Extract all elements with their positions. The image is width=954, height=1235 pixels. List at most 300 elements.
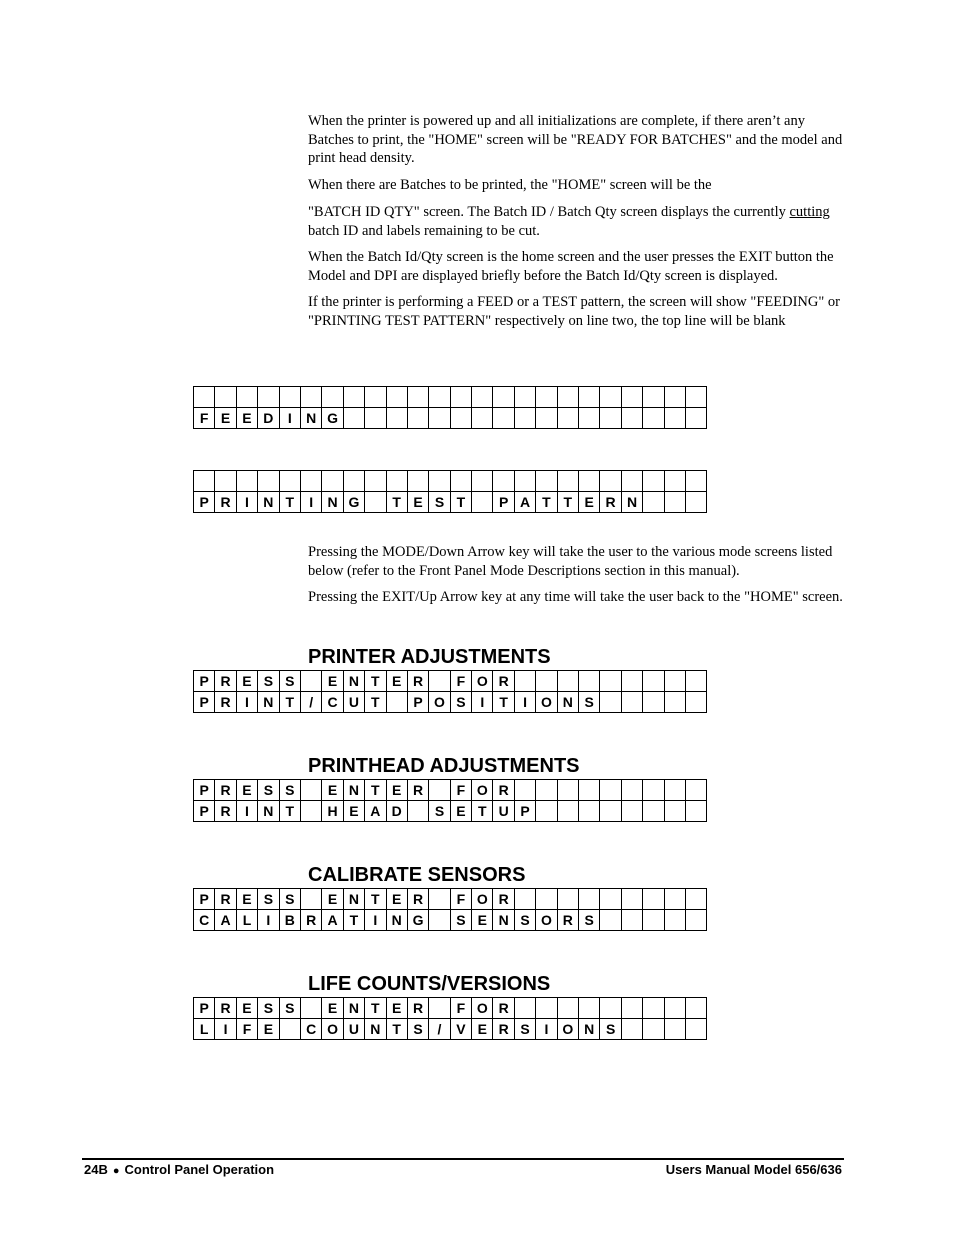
intro-paragraph-1: When the printer is powered up and all initializations are complete, if there aren’t any Batches to print, the "HOME" screen will be "READY FOR BATCHES" and the model and print head density. [308, 113, 843, 166]
display-printhead-adjustments [193, 779, 707, 822]
display-cell [557, 889, 578, 910]
display-cell: U [343, 692, 364, 713]
intro-text [308, 112, 848, 330]
display-cell [236, 471, 257, 492]
page-number: 24B [84, 1162, 108, 1177]
display-cell: T [493, 692, 514, 713]
display-cell [279, 387, 300, 408]
display-cell [621, 780, 642, 801]
display-cell [664, 998, 685, 1019]
display-cell [579, 408, 600, 429]
display-cell: T [365, 671, 386, 692]
display-row [194, 889, 707, 910]
heading-printer-adjustments: PRINTER ADJUSTMENTS [308, 646, 551, 668]
display-cell: / [300, 692, 321, 713]
display-cell: O [472, 998, 493, 1019]
display-cell [194, 471, 215, 492]
display-cell [685, 998, 706, 1019]
display-cell: S [450, 910, 471, 931]
display-cell [621, 408, 642, 429]
display-cell [621, 801, 642, 822]
display-cell: E [386, 671, 407, 692]
display-cell: O [472, 889, 493, 910]
display-cell: P [407, 692, 428, 713]
display-cell: P [514, 801, 535, 822]
display-cell [685, 889, 706, 910]
display-cell: E [386, 889, 407, 910]
display-cell [279, 471, 300, 492]
display-cell [429, 780, 450, 801]
display-cell: S [514, 910, 535, 931]
cutting-underlined: cutting [789, 204, 830, 220]
display-cell: H [322, 801, 343, 822]
display-cell: R [493, 1019, 514, 1040]
display-cell: O [536, 692, 557, 713]
display-cell: F [236, 1019, 257, 1040]
display-cell [472, 387, 493, 408]
display-cell: T [472, 801, 493, 822]
display-cell [343, 387, 364, 408]
display-cell [536, 408, 557, 429]
display-cell [643, 1019, 664, 1040]
display-cell: G [407, 910, 428, 931]
display-cell: S [279, 889, 300, 910]
display-cell: P [194, 692, 215, 713]
display-feeding [193, 386, 707, 429]
display-cell: L [194, 1019, 215, 1040]
display-cell: N [579, 1019, 600, 1040]
display-row [194, 780, 707, 801]
display-cell: I [236, 692, 257, 713]
footer-left [84, 1162, 274, 1179]
display-cell: S [258, 889, 279, 910]
display-cell: T [343, 910, 364, 931]
display-cell [685, 692, 706, 713]
display-cell [600, 910, 621, 931]
display-cell [685, 780, 706, 801]
display-cell: S [279, 671, 300, 692]
nav-paragraph-1: Pressing the MODE/Down Arrow key will take the user to the various mode screens listed below (refer to the Front Panel Mode Descriptions section in this manual). [308, 544, 833, 579]
display-cell: R [557, 910, 578, 931]
display-cell [579, 471, 600, 492]
display-cell: T [279, 692, 300, 713]
intro-paragraph-3-end: batch ID and labels remaining to be cut. [308, 222, 540, 239]
display-cell [621, 889, 642, 910]
display-cell [429, 889, 450, 910]
display-cell [493, 408, 514, 429]
display-cell [258, 387, 279, 408]
intro-paragraph-3-start: "BATCH ID QTY" screen. The Batch ID / Batch Qty screen displays the currently [308, 204, 790, 220]
display-cell: R [407, 889, 428, 910]
display-test-pattern [193, 470, 707, 513]
display-cell [472, 471, 493, 492]
display-cell: P [194, 801, 215, 822]
intro-paragraph-4: When the Batch Id/Qty screen is the home screen and the user presses the EXIT button the Model and DPI are displayed briefly before the Batch Id/Qty screen is displayed. [308, 249, 834, 284]
display-cell [664, 889, 685, 910]
display-cell [643, 910, 664, 931]
display-cell [685, 671, 706, 692]
display-cell: I [472, 692, 493, 713]
display-cell [664, 692, 685, 713]
display-cell: F [450, 998, 471, 1019]
display-cell: R [215, 801, 236, 822]
display-cell [600, 387, 621, 408]
display-cell [621, 998, 642, 1019]
display-cell [472, 492, 493, 513]
display-cell: U [493, 801, 514, 822]
display-cell [600, 408, 621, 429]
display-cell [685, 910, 706, 931]
display-cell: E [579, 492, 600, 513]
display-cell: P [194, 492, 215, 513]
display-cell: S [429, 801, 450, 822]
display-cell: F [450, 780, 471, 801]
display-cell [300, 780, 321, 801]
display-cell [579, 387, 600, 408]
display-cell: T [365, 692, 386, 713]
display-cell [600, 692, 621, 713]
display-cell: T [557, 492, 578, 513]
display-cell [300, 998, 321, 1019]
display-cell: O [322, 1019, 343, 1040]
display-cell: N [343, 671, 364, 692]
display-cell: R [407, 780, 428, 801]
display-cell: I [365, 910, 386, 931]
display-cell [579, 998, 600, 1019]
display-cell: E [236, 780, 257, 801]
display-cell: I [236, 492, 257, 513]
display-cell [450, 471, 471, 492]
display-cell: O [536, 910, 557, 931]
display-cell [322, 387, 343, 408]
display-cell: S [258, 998, 279, 1019]
display-cell [579, 671, 600, 692]
display-cell: R [493, 889, 514, 910]
display-row [194, 471, 707, 492]
display-cell [579, 801, 600, 822]
display-cell: N [493, 910, 514, 931]
display-cell [514, 408, 535, 429]
display-cell [557, 780, 578, 801]
display-cell: I [236, 801, 257, 822]
display-cell [685, 471, 706, 492]
display-cell: E [258, 1019, 279, 1040]
display-cell: I [300, 492, 321, 513]
display-cell [600, 889, 621, 910]
display-cell [536, 780, 557, 801]
display-cell: A [514, 492, 535, 513]
display-cell: P [194, 780, 215, 801]
display-cell [386, 471, 407, 492]
display-cell: E [322, 998, 343, 1019]
display-printer-adjustments [193, 670, 707, 713]
display-cell: A [322, 910, 343, 931]
display-cell: N [621, 492, 642, 513]
footer-rule [82, 1158, 844, 1160]
display-cell [514, 471, 535, 492]
display-cell: T [365, 998, 386, 1019]
display-cell: P [493, 492, 514, 513]
heading-life-counts: LIFE COUNTS/VERSIONS [308, 973, 551, 995]
display-cell: R [215, 780, 236, 801]
display-row [194, 492, 707, 513]
display-cell [621, 1019, 642, 1040]
display-cell: R [215, 889, 236, 910]
display-cell: E [472, 910, 493, 931]
display-cell [429, 671, 450, 692]
display-cell [600, 671, 621, 692]
navigation-text [308, 543, 848, 607]
display-cell: P [194, 889, 215, 910]
display-cell [300, 801, 321, 822]
display-cell [365, 471, 386, 492]
display-cell: O [472, 671, 493, 692]
display-cell: E [322, 889, 343, 910]
display-cell: E [215, 408, 236, 429]
display-cell: N [258, 692, 279, 713]
display-cell: / [429, 1019, 450, 1040]
display-cell: E [322, 671, 343, 692]
display-cell [579, 889, 600, 910]
display-cell: T [386, 492, 407, 513]
display-cell [643, 692, 664, 713]
display-cell: C [300, 1019, 321, 1040]
display-cell [300, 471, 321, 492]
display-cell: I [536, 1019, 557, 1040]
display-cell [514, 671, 535, 692]
display-cell [579, 780, 600, 801]
display-cell: S [514, 1019, 535, 1040]
display-cell: L [236, 910, 257, 931]
display-cell: N [258, 801, 279, 822]
display-cell: E [407, 492, 428, 513]
display-cell [536, 471, 557, 492]
display-cell: S [429, 492, 450, 513]
display-cell [493, 387, 514, 408]
heading-printhead-adjustments: PRINTHEAD ADJUSTMENTS [308, 755, 580, 777]
display-cell [621, 387, 642, 408]
display-row [194, 1019, 707, 1040]
display-cell: R [407, 671, 428, 692]
display-cell [664, 671, 685, 692]
bullet-separator: ● [112, 1165, 120, 1177]
display-cell [557, 408, 578, 429]
display-cell [643, 780, 664, 801]
display-cell [514, 387, 535, 408]
display-row [194, 998, 707, 1019]
display-cell: S [279, 780, 300, 801]
display-cell [365, 492, 386, 513]
display-row [194, 801, 707, 822]
intro-paragraph-5: If the printer is performing a FEED or a TEST pattern, the screen will show "FEEDING" or "PRINTING TEST PATTERN" respectively on line two, the top line will be blank [308, 294, 840, 329]
display-cell [621, 471, 642, 492]
display-cell [493, 471, 514, 492]
display-cell: P [194, 671, 215, 692]
footer-right: Users Manual Model 656/636 [665, 1162, 842, 1177]
display-cell: S [258, 780, 279, 801]
display-cell: R [493, 998, 514, 1019]
display-cell [643, 408, 664, 429]
display-cell [429, 998, 450, 1019]
display-cell: R [600, 492, 621, 513]
display-cell: N [386, 910, 407, 931]
display-row [194, 910, 707, 931]
display-cell [429, 387, 450, 408]
display-cell: T [365, 780, 386, 801]
display-cell [600, 471, 621, 492]
display-cell [300, 889, 321, 910]
nav-paragraph-2: Pressing the EXIT/Up Arrow key at any time will take the user back to the "HOME" screen. [308, 589, 843, 605]
display-cell: N [258, 492, 279, 513]
display-cell: A [215, 910, 236, 931]
display-cell: N [343, 780, 364, 801]
display-cell [322, 471, 343, 492]
display-cell [621, 671, 642, 692]
display-cell: N [322, 492, 343, 513]
display-cell [365, 387, 386, 408]
display-cell [386, 692, 407, 713]
display-cell: T [450, 492, 471, 513]
display-cell [664, 801, 685, 822]
display-cell: R [215, 671, 236, 692]
display-cell: S [600, 1019, 621, 1040]
display-cell [664, 910, 685, 931]
display-cell [536, 671, 557, 692]
display-cell [407, 408, 428, 429]
display-cell: I [514, 692, 535, 713]
display-cell: S [450, 692, 471, 713]
display-row [194, 692, 707, 713]
display-cell [600, 801, 621, 822]
display-cell [664, 1019, 685, 1040]
display-cell [300, 387, 321, 408]
display-cell: R [407, 998, 428, 1019]
display-cell [557, 998, 578, 1019]
display-cell: E [386, 998, 407, 1019]
display-cell: D [386, 801, 407, 822]
display-cell: I [215, 1019, 236, 1040]
display-cell: N [365, 1019, 386, 1040]
section-title: Control Panel Operation [124, 1162, 275, 1177]
display-cell: R [215, 692, 236, 713]
display-cell [365, 408, 386, 429]
display-cell [621, 910, 642, 931]
display-cell: O [557, 1019, 578, 1040]
display-cell [407, 801, 428, 822]
display-cell [557, 801, 578, 822]
display-cell: N [557, 692, 578, 713]
display-cell: E [236, 671, 257, 692]
display-cell: T [279, 801, 300, 822]
display-cell: E [472, 1019, 493, 1040]
display-cell [643, 801, 664, 822]
display-cell [386, 408, 407, 429]
display-cell [536, 801, 557, 822]
display-cell [279, 1019, 300, 1040]
intro-paragraph-3 [308, 203, 848, 240]
display-cell: E [236, 998, 257, 1019]
display-cell: O [429, 692, 450, 713]
display-cell: O [472, 780, 493, 801]
display-cell [429, 471, 450, 492]
display-cell [600, 780, 621, 801]
display-cell [643, 671, 664, 692]
display-cell: R [493, 780, 514, 801]
display-cell [621, 692, 642, 713]
display-cell [514, 780, 535, 801]
display-cell: R [215, 998, 236, 1019]
display-cell: R [300, 910, 321, 931]
display-cell [536, 387, 557, 408]
display-cell [643, 492, 664, 513]
display-cell [664, 780, 685, 801]
display-cell [236, 387, 257, 408]
display-cell [450, 408, 471, 429]
display-cell: V [450, 1019, 471, 1040]
display-cell: I [279, 408, 300, 429]
display-cell: R [493, 671, 514, 692]
display-cell [685, 492, 706, 513]
display-cell [643, 998, 664, 1019]
display-calibrate-sensors [193, 888, 707, 931]
display-cell [643, 889, 664, 910]
display-cell: D [258, 408, 279, 429]
display-cell: N [300, 408, 321, 429]
display-row [194, 387, 707, 408]
display-cell [429, 408, 450, 429]
display-cell [557, 671, 578, 692]
display-cell: E [236, 408, 257, 429]
display-cell [343, 408, 364, 429]
display-row [194, 408, 707, 429]
display-row [194, 671, 707, 692]
display-cell [536, 889, 557, 910]
display-cell: S [407, 1019, 428, 1040]
display-cell [514, 998, 535, 1019]
display-cell: N [343, 998, 364, 1019]
display-cell: G [343, 492, 364, 513]
display-cell: F [450, 671, 471, 692]
display-cell [300, 671, 321, 692]
intro-paragraph-2: When there are Batches to be printed, the "HOME" screen will be the [308, 176, 712, 193]
display-cell [429, 910, 450, 931]
display-cell [600, 998, 621, 1019]
display-cell [643, 471, 664, 492]
display-cell: E [236, 889, 257, 910]
display-cell [685, 801, 706, 822]
display-cell: S [279, 998, 300, 1019]
display-cell: T [279, 492, 300, 513]
display-cell: B [279, 910, 300, 931]
display-cell [664, 471, 685, 492]
display-cell [386, 387, 407, 408]
display-cell [215, 387, 236, 408]
display-cell: G [322, 408, 343, 429]
display-cell: R [215, 492, 236, 513]
display-cell [450, 387, 471, 408]
display-cell [664, 492, 685, 513]
display-cell [343, 471, 364, 492]
display-cell: I [258, 910, 279, 931]
display-cell: P [194, 998, 215, 1019]
display-cell [557, 471, 578, 492]
display-life-counts [193, 997, 707, 1040]
display-cell [664, 387, 685, 408]
display-cell: F [450, 889, 471, 910]
display-cell [664, 408, 685, 429]
display-cell [557, 387, 578, 408]
display-cell: A [365, 801, 386, 822]
